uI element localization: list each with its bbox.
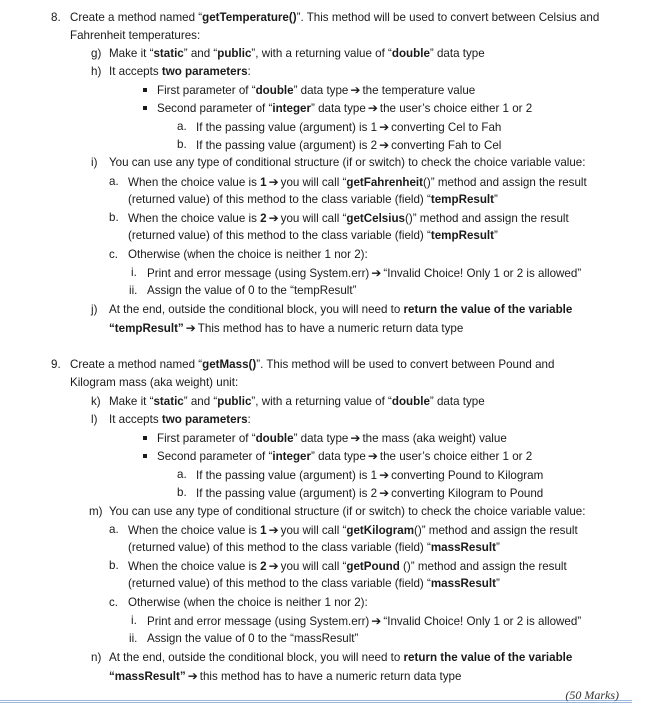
q8-g-text: Make it “static” and “public”, with a returning value of “double” data type [109,47,485,60]
q9-sub-a-label: a. [177,468,187,481]
right-arrow-icon: ➔ [268,523,279,537]
right-arrow-icon: ➔ [371,266,382,280]
bullet-icon [143,436,147,440]
q9-mc-text: Otherwise (when the choice is neither 1 nor 2): [128,596,368,609]
q9-n-text-cont: “massResult” ➔ this method has to have a numeric return data type [109,669,462,683]
bullet-icon [143,88,147,92]
q9-m-label: m) [89,505,103,518]
q9-sub-b-label: b. [177,486,187,499]
q8-i-text: You can use any type of conditional structure (if or switch) to check the choice variable value: [109,156,586,169]
q8-j-label: j) [91,303,98,316]
footer-divider [0,700,632,703]
q8-i-label: i) [91,156,98,169]
q8-number: 8. [51,11,61,24]
right-arrow-icon: ➔ [350,431,361,445]
q9-title: Create a method named “getMass()”. This method will be used to convert between Pound and [70,358,555,371]
q8-ia-label: a. [109,175,119,188]
q8-title-cont: Fahrenheit temperatures: [70,29,201,42]
q9-mb-text: When the choice value is 2 ➔ you will call “getPound ()” method and assign the result [128,559,567,573]
q8-param1: First parameter of “double” data type ➔ the temperature value [157,83,476,97]
q9-k-text: Make it “static” and “public”, with a returning value of “double” data type [109,395,485,408]
right-arrow-icon: ➔ [185,321,196,335]
right-arrow-icon: ➔ [379,120,390,134]
q8-h-label: h) [91,65,102,78]
bullet-icon [143,454,147,458]
right-arrow-icon: ➔ [268,175,279,189]
q9-ma-text: When the choice value is 1 ➔ you will call “getKilogram()” method and assign the result [128,523,578,537]
q8-ib-label: b. [109,211,119,224]
right-arrow-icon: ➔ [379,138,390,152]
marks-label: (50 Marks) [565,688,619,702]
q9-title-cont: Kilogram mass (aka weight) unit: [70,376,239,389]
q8-ic-text: Otherwise (when the choice is neither 1 nor 2): [128,248,368,261]
q8-sub-a: If the passing value (argument) is 1 ➔ converting Cel to Fah [196,120,502,134]
q9-sub-b: If the passing value (argument) is 2 ➔ converting Kilogram to Pound [196,486,544,500]
q9-ma-text-cont: (returned value) of this method to the class variable (field) “massResult” [128,541,500,554]
q8-ic2-label: ii. [129,284,138,297]
q9-mb-label: b. [109,559,119,572]
q8-ib-text: When the choice value is 2 ➔ you will call “getCelsius()” method and assign the result [128,211,569,225]
q8-ia-text: When the choice value is 1 ➔ you will call “getFahrenheit()” method and assign the result [128,175,587,189]
q8-param2: Second parameter of “integer” data type ➔ the user’s choice either 1 or 2 [157,101,533,115]
q8-j-text: At the end, outside the conditional block, you will need to return the value of the variable [109,303,573,316]
q8-ib-text-cont: (returned value) of this method to the class variable (field) “tempResult” [128,229,498,242]
q9-l-text: It accepts two parameters: [109,413,251,426]
q9-mb-text-cont: (returned value) of this method to the class variable (field) “massResult” [128,577,500,590]
q8-j-text-cont: “tempResult” ➔ This method has to have a numeric return data type [109,321,464,335]
q9-mc2-text: Assign the value of 0 to the “massResult” [147,632,359,645]
right-arrow-icon: ➔ [371,614,382,628]
q9-k-label: k) [91,395,101,408]
right-arrow-icon: ➔ [379,486,390,500]
q9-param1: First parameter of “double” data type ➔ the mass (aka weight) value [157,431,507,445]
q9-m-text: You can use any type of conditional structure (if or switch) to check the choice variable value: [109,505,586,518]
q9-mc2-label: ii. [129,632,138,645]
right-arrow-icon: ➔ [350,83,361,97]
right-arrow-icon: ➔ [268,211,279,225]
q9-n-text: At the end, outside the conditional block, you will need to return the value of the variable [109,651,573,664]
q9-n-label: n) [91,651,102,664]
q8-g-label: g) [91,47,102,60]
right-arrow-icon: ➔ [187,669,198,683]
q8-sub-b-label: b. [177,138,187,151]
q8-ic1-label: i. [131,266,137,279]
q9-number: 9. [51,358,61,371]
q9-sub-a: If the passing value (argument) is 1 ➔ converting Pound to Kilogram [196,468,544,482]
q8-h-text: It accepts two parameters: [109,65,251,78]
q8-title: Create a method named “getTemperature()”. This method will be used to convert between Celsius and [70,11,600,24]
right-arrow-icon: ➔ [268,559,279,573]
q9-param2: Second parameter of “integer” data type ➔ the user’s choice either 1 or 2 [157,449,533,463]
q9-mc-label: c. [109,596,119,609]
q9-l-label: l) [91,413,98,426]
right-arrow-icon: ➔ [367,101,378,115]
q8-sub-b: If the passing value (argument) is 2 ➔ converting Fah to Cel [196,138,502,152]
q9-mc1-label: i. [131,614,137,627]
q9-mc1-text: Print and error message (using System.err) ➔ “Invalid Choice! Only 1 or 2 is allowed” [147,614,582,628]
right-arrow-icon: ➔ [367,449,378,463]
bullet-icon [143,106,147,110]
q8-ic-label: c. [109,248,119,261]
q9-ma-label: a. [109,523,119,536]
right-arrow-icon: ➔ [379,468,390,482]
q8-ic2-text: Assign the value of 0 to the “tempResult” [147,284,357,297]
q8-ia-text-cont: (returned value) of this method to the class variable (field) “tempResult” [128,193,498,206]
q8-ic1-text: Print and error message (using System.err) ➔ “Invalid Choice! Only 1 or 2 is allowed” [147,266,582,280]
q8-sub-a-label: a. [177,120,187,133]
